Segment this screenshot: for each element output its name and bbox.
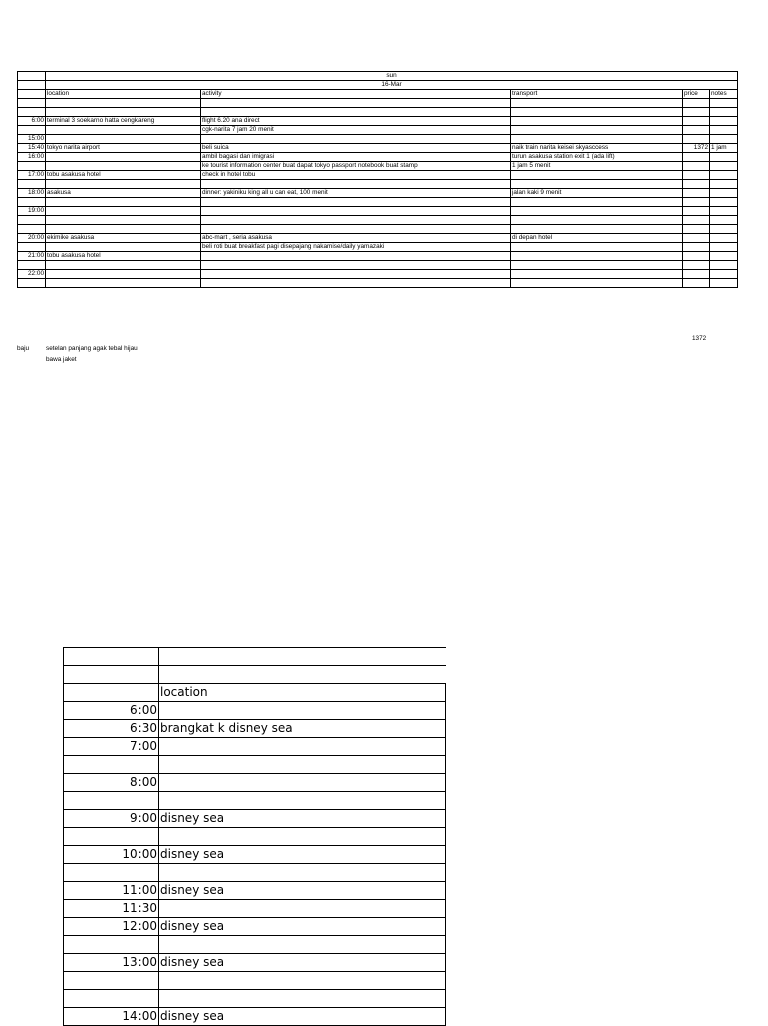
notes-cell[interactable] (710, 198, 738, 207)
location-cell[interactable]: tobu asakusa hotel (46, 171, 201, 180)
notes-cell[interactable] (710, 180, 738, 189)
time-cell[interactable]: 11:00 (64, 882, 159, 900)
price-cell[interactable] (683, 207, 710, 216)
total-price: 1372 (692, 335, 707, 342)
table-row (18, 135, 738, 144)
location-cell[interactable] (46, 198, 201, 207)
time-cell[interactable]: 17:00 (18, 171, 46, 180)
location-cell[interactable] (46, 99, 201, 108)
notes-cell[interactable] (710, 225, 738, 234)
table-row (64, 900, 446, 918)
activity-cell[interactable] (201, 261, 511, 270)
activity-cell[interactable] (201, 198, 511, 207)
notes-cell[interactable] (710, 234, 738, 243)
time-cell[interactable]: 19:00 (18, 207, 46, 216)
activity-cell[interactable] (201, 180, 511, 189)
activity-cell[interactable]: abc-mart , seria asakusa (201, 234, 511, 243)
transport-cell[interactable]: di depan hotel (511, 234, 683, 243)
transport-cell[interactable] (511, 117, 683, 126)
time-cell[interactable]: 10:00 (64, 846, 159, 864)
time-cell[interactable] (64, 792, 159, 810)
table-row (18, 261, 738, 270)
table-row (18, 234, 738, 243)
itinerary-table-day1 (17, 71, 738, 288)
header-transport[interactable]: transport (511, 90, 683, 99)
time-cell[interactable]: 15:00 (18, 135, 46, 144)
price-cell[interactable] (683, 270, 710, 279)
table-row (18, 117, 738, 126)
location-cell[interactable] (46, 162, 201, 171)
location-cell[interactable]: brangkat k disney sea (159, 720, 446, 738)
location-cell[interactable]: tobu asakusa hotel (46, 252, 201, 261)
price-cell[interactable] (683, 171, 710, 180)
transport-cell[interactable] (511, 171, 683, 180)
date-row (18, 81, 738, 90)
time-cell[interactable] (18, 126, 46, 135)
notes-cell[interactable] (710, 108, 738, 117)
table-row (18, 207, 738, 216)
location-cell[interactable]: asakusa (46, 189, 201, 198)
activity-cell[interactable]: flight 6.20 ana direct (201, 117, 511, 126)
location-cell[interactable] (159, 792, 446, 810)
notes-cell[interactable]: 1 jam (710, 144, 738, 153)
time-cell[interactable] (18, 180, 46, 189)
table-row (64, 972, 446, 990)
table-row (64, 810, 446, 828)
price-cell[interactable] (683, 99, 710, 108)
table-row (18, 126, 738, 135)
time-cell[interactable]: 18:00 (18, 189, 46, 198)
notes-cell[interactable] (710, 171, 738, 180)
activity-cell[interactable]: beli suica (201, 144, 511, 153)
transport-cell[interactable] (511, 279, 683, 288)
table-row (64, 774, 446, 792)
header-row (64, 684, 446, 702)
notes-cell[interactable] (710, 261, 738, 270)
time-cell[interactable] (64, 990, 159, 1008)
price-cell[interactable] (683, 189, 710, 198)
transport-cell[interactable] (511, 135, 683, 144)
location-cell[interactable] (159, 990, 446, 1008)
time-cell[interactable] (18, 108, 46, 117)
table-row (64, 756, 446, 774)
day-cell[interactable]: sun (46, 72, 738, 81)
transport-cell[interactable]: jalan kaki 9 menit (511, 189, 683, 198)
header-row (18, 90, 738, 99)
notes-cell[interactable] (710, 243, 738, 252)
table-row (18, 180, 738, 189)
notes-cell[interactable] (710, 162, 738, 171)
time-cell[interactable]: 9:00 (64, 810, 159, 828)
location-cell[interactable] (46, 135, 201, 144)
notes-cell[interactable] (710, 189, 738, 198)
header-location[interactable]: location (46, 90, 201, 99)
notes-cell[interactable] (710, 153, 738, 162)
transport-cell[interactable] (511, 243, 683, 252)
transport-cell[interactable] (511, 180, 683, 189)
location-cell[interactable] (159, 738, 446, 756)
time-cell[interactable] (64, 828, 159, 846)
location-cell[interactable] (159, 702, 446, 720)
header-activity[interactable]: activity (201, 90, 511, 99)
date-cell[interactable]: 16-Mar (46, 81, 738, 90)
location-cell[interactable]: disney sea (159, 1008, 446, 1026)
time-cell[interactable]: 6:30 (64, 720, 159, 738)
notes-cell[interactable] (710, 117, 738, 126)
price-cell[interactable] (683, 162, 710, 171)
table-row (18, 144, 738, 153)
itinerary-table-day2 (63, 647, 446, 1026)
transport-cell[interactable] (511, 198, 683, 207)
location-cell[interactable] (46, 225, 201, 234)
notes-cell[interactable] (710, 135, 738, 144)
table-row (64, 936, 446, 954)
day-row (18, 72, 738, 81)
time-cell[interactable]: 21:00 (18, 252, 46, 261)
table-row (64, 918, 446, 936)
location-cell[interactable] (159, 936, 446, 954)
price-cell[interactable] (683, 126, 710, 135)
notes-cell[interactable] (710, 99, 738, 108)
location-cell[interactable] (159, 828, 446, 846)
table-row (64, 720, 446, 738)
activity-cell[interactable] (201, 216, 511, 225)
time-cell[interactable]: 20:00 (18, 234, 46, 243)
location-cell[interactable] (46, 207, 201, 216)
time-cell[interactable] (18, 225, 46, 234)
time-cell[interactable] (64, 936, 159, 954)
notes-cell[interactable] (710, 207, 738, 216)
transport-cell[interactable] (511, 225, 683, 234)
transport-cell[interactable] (511, 261, 683, 270)
table-row (64, 702, 446, 720)
time-cell[interactable] (18, 198, 46, 207)
location-cell[interactable] (159, 864, 446, 882)
transport-cell[interactable] (511, 216, 683, 225)
time-cell[interactable] (64, 972, 159, 990)
time-cell[interactable] (18, 162, 46, 171)
price-cell[interactable] (683, 243, 710, 252)
table-row (64, 882, 446, 900)
footnote-line-1: setelan panjang agak tebal hijau (46, 345, 138, 352)
price-cell[interactable]: 1372 (683, 144, 710, 153)
table-row (64, 864, 446, 882)
time-cell[interactable] (18, 279, 46, 288)
transport-cell[interactable] (511, 99, 683, 108)
location-cell[interactable]: disney sea (159, 882, 446, 900)
time-cell[interactable]: 6:00 (18, 117, 46, 126)
time-cell[interactable]: 7:00 (64, 738, 159, 756)
location-cell[interactable] (159, 972, 446, 990)
price-cell[interactable] (683, 216, 710, 225)
price-cell[interactable] (683, 180, 710, 189)
location-cell[interactable]: terminal 3 soekarno hatta cengkareng (46, 117, 201, 126)
location-cell[interactable] (46, 153, 201, 162)
price-cell[interactable] (683, 153, 710, 162)
table-row (18, 153, 738, 162)
price-cell[interactable] (683, 225, 710, 234)
location-cell[interactable]: disney sea (159, 810, 446, 828)
activity-cell[interactable]: beli roti buat breakfast pagi disepajang nakamise/daily yamazaki (201, 243, 511, 252)
time-cell[interactable]: 16:00 (18, 153, 46, 162)
activity-cell[interactable] (201, 108, 511, 117)
price-cell[interactable] (683, 135, 710, 144)
time-cell[interactable]: 14:00 (64, 1008, 159, 1026)
time-cell[interactable] (18, 261, 46, 270)
activity-cell[interactable] (201, 225, 511, 234)
footnote-label: baju (17, 345, 30, 352)
price-cell[interactable] (683, 108, 710, 117)
table-row (64, 828, 446, 846)
price-cell[interactable] (683, 261, 710, 270)
table-row (18, 270, 738, 279)
time-cell[interactable] (64, 756, 159, 774)
activity-cell[interactable] (201, 135, 511, 144)
transport-cell[interactable] (511, 270, 683, 279)
time-cell[interactable] (18, 99, 46, 108)
location-cell[interactable] (46, 180, 201, 189)
activity-cell[interactable]: ke tourist information center buat dapat tokyo passport notebook buat stamp (201, 162, 511, 171)
activity-cell[interactable]: ambil bagasi dan imigrasi (201, 153, 511, 162)
header-notes[interactable]: notes (710, 90, 738, 99)
footnote-line-2: bawa jaket (46, 356, 77, 363)
location-cell[interactable] (159, 900, 446, 918)
location-cell[interactable]: disney sea (159, 846, 446, 864)
location-cell[interactable] (46, 261, 201, 270)
notes-cell[interactable] (710, 270, 738, 279)
table-row (18, 99, 738, 108)
activity-cell[interactable] (201, 207, 511, 216)
price-cell[interactable] (683, 117, 710, 126)
time-cell[interactable] (18, 216, 46, 225)
price-cell[interactable] (683, 198, 710, 207)
header-location[interactable]: location (159, 684, 446, 702)
location-cell[interactable]: ekimike asakusa (46, 234, 201, 243)
time-cell[interactable]: 22:00 (18, 270, 46, 279)
price-cell[interactable] (683, 252, 710, 261)
location-cell[interactable] (46, 279, 201, 288)
blank-row (64, 666, 446, 684)
transport-cell[interactable]: turun asakusa station exit 1 (ada lift) (511, 153, 683, 162)
transport-cell[interactable] (511, 207, 683, 216)
table-row (18, 189, 738, 198)
location-cell[interactable] (46, 270, 201, 279)
location-cell[interactable]: tokyo narita airport (46, 144, 201, 153)
table-row (64, 846, 446, 864)
activity-cell[interactable]: cgk-narita 7 jam 20 menit (201, 126, 511, 135)
table-row (18, 216, 738, 225)
time-cell[interactable]: 8:00 (64, 774, 159, 792)
notes-cell[interactable] (710, 252, 738, 261)
activity-cell[interactable]: dinner: yakiniku king all u can eat, 100 menit (201, 189, 511, 198)
table-row (64, 738, 446, 756)
time-cell[interactable]: 11:30 (64, 900, 159, 918)
header-price[interactable]: price (683, 90, 710, 99)
time-cell[interactable] (18, 243, 46, 252)
location-cell[interactable] (46, 243, 201, 252)
transport-cell[interactable] (511, 126, 683, 135)
transport-cell[interactable]: 1 jam 5 menit (511, 162, 683, 171)
table-row (64, 954, 446, 972)
table-row (64, 792, 446, 810)
time-cell[interactable]: 6:00 (64, 702, 159, 720)
table-row (18, 198, 738, 207)
transport-cell[interactable]: naik train narita keisei skyasccess (511, 144, 683, 153)
table-row (18, 162, 738, 171)
activity-cell[interactable] (201, 252, 511, 261)
location-cell[interactable] (46, 216, 201, 225)
table-row (18, 225, 738, 234)
table-row (64, 1008, 446, 1026)
table-row (18, 252, 738, 261)
location-cell[interactable]: disney sea (159, 954, 446, 972)
location-cell[interactable] (46, 126, 201, 135)
table-row (18, 108, 738, 117)
activity-cell[interactable]: check in hotel tobu (201, 171, 511, 180)
price-cell[interactable] (683, 234, 710, 243)
activity-cell[interactable] (201, 270, 511, 279)
price-cell[interactable] (683, 279, 710, 288)
activity-cell[interactable] (201, 279, 511, 288)
notes-cell[interactable] (710, 279, 738, 288)
location-cell[interactable] (159, 774, 446, 792)
table-row (64, 990, 446, 1008)
transport-cell[interactable] (511, 252, 683, 261)
table-row (18, 171, 738, 180)
table-row (18, 243, 738, 252)
time-cell[interactable]: 15:40 (18, 144, 46, 153)
notes-cell[interactable] (710, 126, 738, 135)
location-cell[interactable]: disney sea (159, 918, 446, 936)
time-cell[interactable] (64, 864, 159, 882)
activity-cell[interactable] (201, 99, 511, 108)
table-row (18, 279, 738, 288)
transport-cell[interactable] (511, 108, 683, 117)
notes-cell[interactable] (710, 216, 738, 225)
location-cell[interactable] (46, 108, 201, 117)
time-cell[interactable]: 13:00 (64, 954, 159, 972)
time-cell[interactable]: 12:00 (64, 918, 159, 936)
location-cell[interactable] (159, 756, 446, 774)
blank-row (64, 648, 446, 666)
